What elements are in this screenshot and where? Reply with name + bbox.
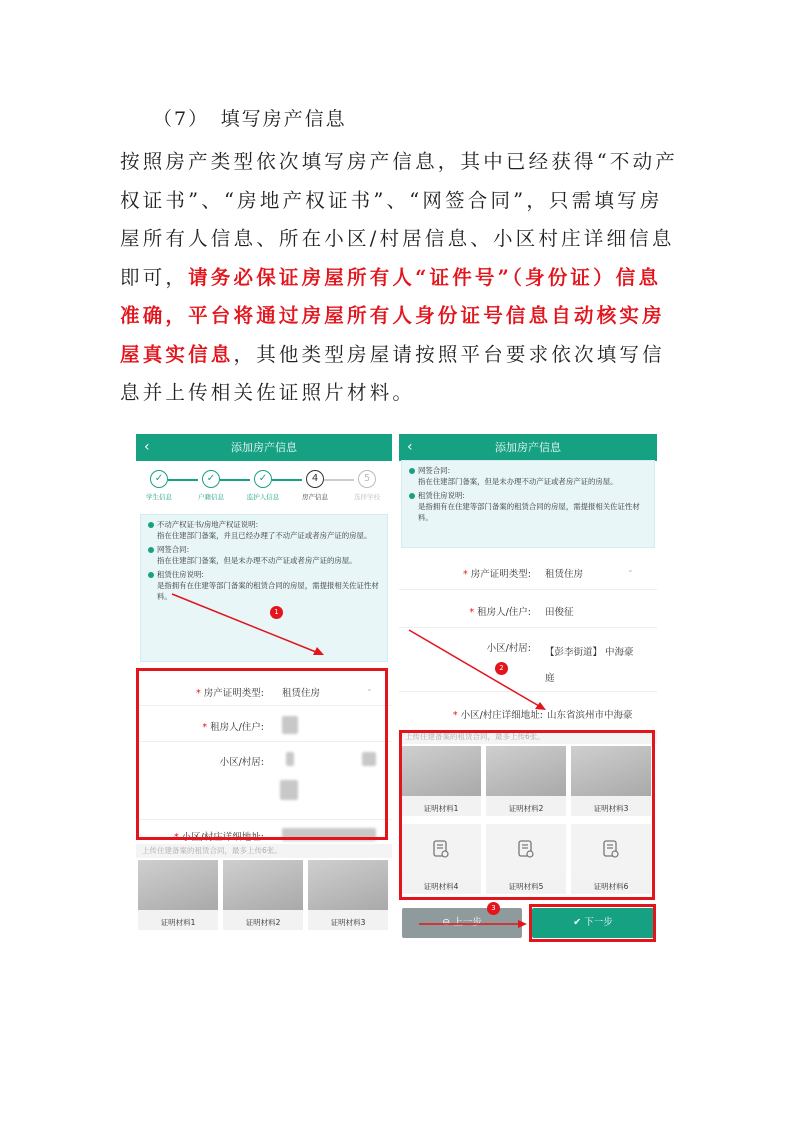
address-value[interactable]: 山东省滨州市中海豪 (547, 710, 633, 721)
info-desc: 指在住建部门备案，但是未办理不动产证或者房产证的房屋。 (157, 556, 357, 565)
info-desc: 指在住建部门备案，并且已经办理了不动产证或者房产证的房屋。 (157, 531, 372, 540)
tile-caption: 证明材料3 (330, 918, 366, 927)
check-circle-icon: ✔ (573, 917, 585, 928)
check-icon: ✓ (202, 470, 220, 488)
info-desc: 是指拥有在住建等部门备案的租赁合同的房屋，需提报相关佐证性材料。 (418, 502, 640, 522)
step-marker: 3 (487, 902, 500, 915)
paragraph-part3: ，其他类型房屋请按照平台要求依次填写信息并上传相关佐证照片材料。 (120, 342, 665, 404)
renter-label: * 租房人/住户: (202, 722, 264, 733)
step-marker: 2 (495, 662, 508, 675)
right-screen-title: 添加房产信息 (495, 441, 561, 454)
step-label: 监护人信息 (246, 493, 280, 501)
info-title: 租赁住房说明: (408, 490, 648, 501)
info-title: 网签合同: (408, 465, 648, 476)
paragraph-part1: 按照房产类型依次填写房产信息，其中已经获得“不动产权证书”、“房地产权证书”、“网签合同”，只需填写房屋所有人信息、所在小区/村居信息、小区村庄详细信息即可， (120, 150, 678, 289)
tile-caption: 证明材料1 (160, 918, 196, 927)
check-icon: ✓ (150, 470, 168, 488)
tile-caption: 证明材料1 (423, 804, 459, 813)
step-label: 选择学校 (354, 493, 380, 501)
info-desc: 是指拥有在住建等部门备案的租赁合同的房屋，需提报相关佐证性材料。 (157, 581, 379, 601)
tile-caption: 证明材料3 (593, 804, 629, 813)
step-label: 户籍信息 (198, 493, 224, 501)
instruction-paragraph (120, 143, 680, 413)
chevron-down-icon[interactable]: ⌄ (627, 565, 634, 574)
left-phone-screenshot (136, 434, 392, 944)
community-value[interactable]: 【彭李街道】 中海豪庭 (545, 647, 634, 684)
chevron-down-icon[interactable]: ⌄ (366, 684, 373, 693)
tile-caption: 证明材料2 (508, 804, 544, 813)
section-heading: （7） 填写房产信息 (153, 108, 347, 130)
step-label: 学生信息 (146, 493, 172, 501)
property-type-label: * 房产证明类型: (463, 569, 531, 580)
renter-value[interactable]: 田俊征 (545, 607, 574, 618)
step-marker: 1 (270, 606, 283, 619)
upload-hint: 上传住建备案的租赁合同，最多上传6张。 (399, 730, 657, 744)
left-screen-title: 添加房产信息 (231, 441, 297, 454)
info-title: 不动产权证书/房地产权证说明: (147, 519, 381, 530)
tile-caption: 证明材料6 (593, 882, 629, 891)
right-phone-screenshot (399, 434, 657, 944)
address-label: * 小区/村庄详细地址: (173, 832, 264, 843)
tile-caption: 证明材料5 (508, 882, 544, 891)
community-label: 小区/村居: (486, 643, 531, 654)
property-type-value[interactable]: 租赁住房 (545, 569, 584, 580)
step-number: 5 (358, 470, 376, 488)
info-title: 网签合同: (147, 544, 381, 555)
property-type-value[interactable]: 租赁住房 (282, 688, 321, 699)
step-number: 4 (306, 470, 324, 488)
address-label: * 小区/村庄详细地址: (452, 710, 543, 721)
chevron-left-icon[interactable]: ‹ (407, 439, 413, 455)
next-label: 下一步 (584, 917, 613, 928)
tile-caption: 证明材料2 (245, 918, 281, 927)
renter-label: * 租房人/住户: (469, 607, 531, 618)
prev-label: 上一步 (453, 917, 482, 928)
annotation-arrow (399, 434, 657, 944)
upload-hint: 上传住建备案的租赁合同，最多上传6张。 (136, 844, 392, 858)
property-type-label: * 房产证明类型: (196, 688, 264, 699)
paragraph-warning: 请务必保证房屋所有人“证件号”（身份证）信息准确，平台将通过房屋所有人身份证号信息自动核实房屋真实信息 (120, 265, 665, 366)
chevron-left-icon[interactable]: ‹ (144, 439, 150, 455)
check-icon: ✓ (254, 470, 272, 488)
prev-circle-icon: ⊖ (442, 917, 454, 928)
tile-caption: 证明材料4 (423, 882, 459, 891)
annotation-arrow (136, 434, 392, 944)
step-label: 房产信息 (302, 493, 328, 501)
info-desc: 指在住建部门备案，但是未办理不动产证或者房产证的房屋。 (418, 477, 618, 486)
info-title: 租赁住房说明: (147, 569, 381, 580)
community-label: 小区/村居: (219, 757, 264, 768)
